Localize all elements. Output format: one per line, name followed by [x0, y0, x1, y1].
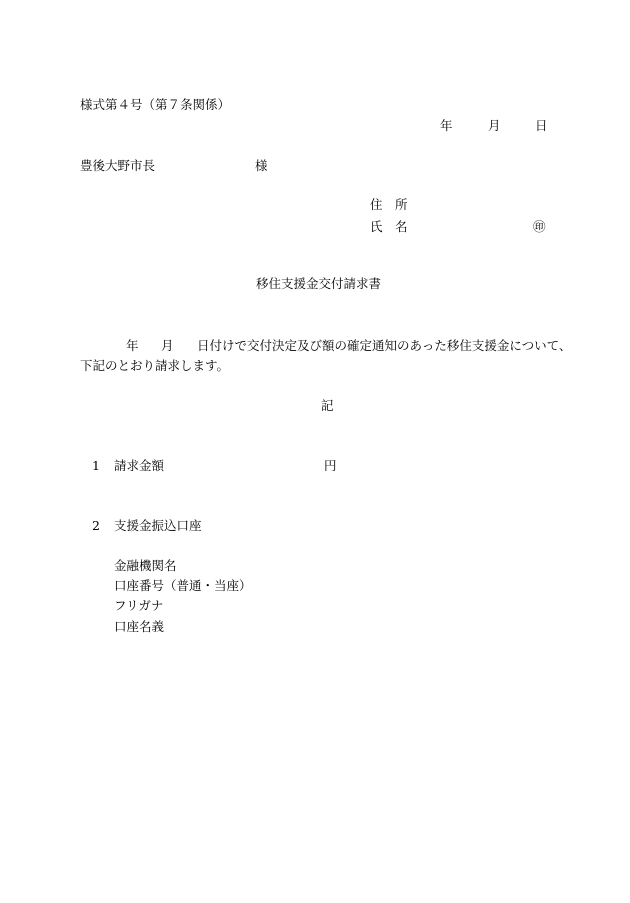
name-label: 氏 名 [370, 219, 408, 234]
address-label: 住 所 [370, 197, 408, 212]
body-text-line2: 下記のとおり請求します。 [80, 358, 230, 373]
body-text-line1: 日付けで交付決定及び額の確定通知のあった移住支援金について、 [197, 338, 572, 353]
addressee-name: 豊後大野市長 [80, 158, 156, 173]
seal-mark: ㊞ [533, 219, 546, 234]
addressee-honorific: 様 [255, 158, 268, 173]
item1-number: 1 [92, 458, 100, 473]
item2-label: 支援金振込口座 [114, 518, 202, 533]
account-field-furigana: フリガナ [114, 598, 164, 613]
date-year: 年 [440, 118, 453, 133]
body-month: 月 [161, 338, 174, 353]
form-label: 様式第４号（第７条関係） [80, 97, 231, 112]
ki-heading: 記 [321, 398, 334, 413]
item1-label: 請求金額 [114, 458, 165, 473]
body-year: 年 [126, 338, 139, 353]
item1-unit: 円 [324, 458, 337, 473]
account-field-holder: 口座名義 [114, 619, 165, 634]
date-day: 日 [535, 118, 548, 133]
account-field-number: 口座番号（普通・当座） [114, 578, 252, 593]
account-field-bank: 金融機関名 [114, 558, 177, 573]
date-month: 月 [488, 118, 501, 133]
item2-number: 2 [92, 518, 100, 533]
document-title: 移住支援金交付請求書 [256, 276, 382, 291]
